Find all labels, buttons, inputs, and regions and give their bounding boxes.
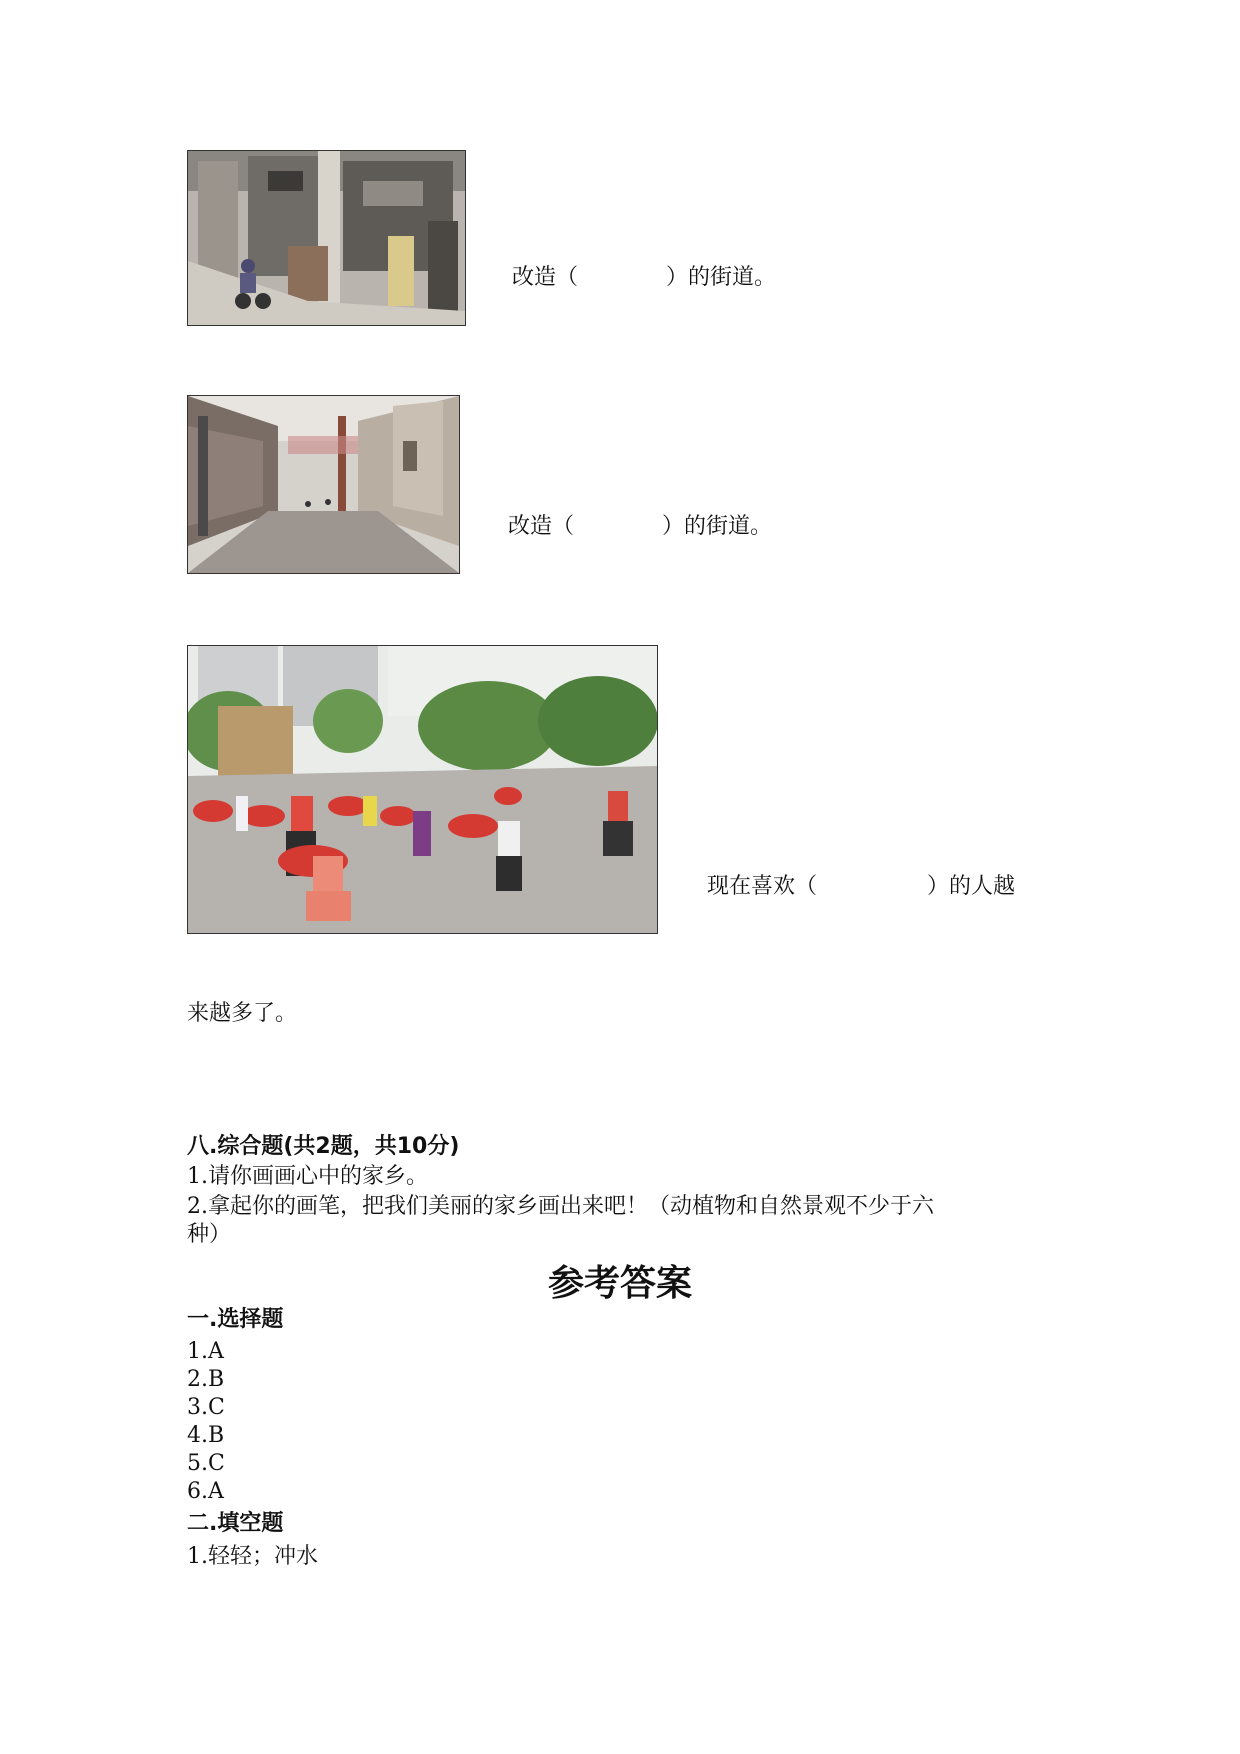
section-8-item-2-line-2: 种） xyxy=(187,1222,232,1247)
list-item: 2.B xyxy=(187,1367,225,1392)
answers-section-1-list xyxy=(187,1338,225,1506)
q1-after: ）的街道。 xyxy=(666,265,777,290)
list-item: 6.A xyxy=(187,1479,224,1504)
list-item: 3.C xyxy=(187,1395,225,1420)
answers-title: 参考答案 xyxy=(547,1263,692,1304)
question-1 xyxy=(512,264,776,292)
question-2 xyxy=(508,513,772,541)
answers-section-2-list xyxy=(187,1543,318,1571)
answers-section-1-heading: 一.选择题 xyxy=(187,1307,284,1332)
question-3-continuation: 来越多了。 xyxy=(187,1001,298,1026)
old-street-photo xyxy=(187,150,466,326)
q2-before: 改造（ xyxy=(508,514,575,539)
question-3 xyxy=(707,873,1015,901)
section-8-item-2-line-1: 2.拿起你的画笔，把我们美丽的家乡画出来吧！（动植物和自然景观不少于六 xyxy=(187,1194,934,1219)
fan-dance-photo xyxy=(187,645,658,934)
q3-before: 现在喜欢（ xyxy=(707,874,818,899)
q2-after: ）的街道。 xyxy=(662,514,773,539)
section-8-heading: 八.综合题(共2题，共10分) xyxy=(187,1134,460,1159)
list-item: 5.C xyxy=(187,1451,225,1476)
q1-before: 改造（ xyxy=(512,265,579,290)
answers-section-2-heading: 二.填空题 xyxy=(187,1511,284,1536)
section-8-item-1: 1.请你画画心中的家乡。 xyxy=(187,1164,428,1189)
renovated-street-photo xyxy=(187,395,460,574)
list-item: 4.B xyxy=(187,1423,225,1448)
q3-after: ）的人越 xyxy=(927,874,1016,899)
list-item: 1.轻轻；冲水 xyxy=(187,1544,318,1569)
list-item: 1.A xyxy=(187,1339,224,1364)
